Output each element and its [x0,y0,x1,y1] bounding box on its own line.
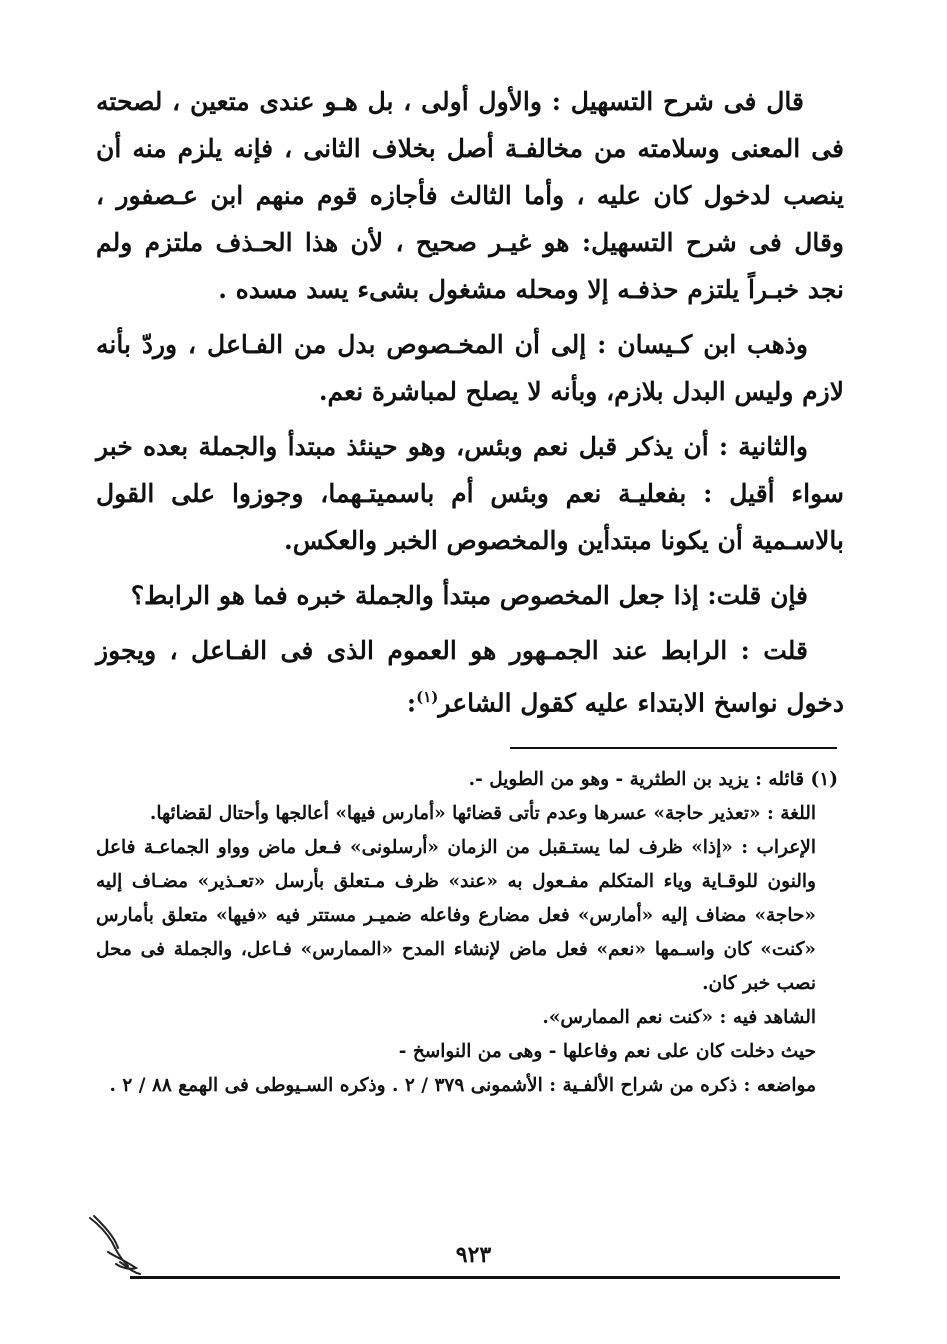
paragraph-ibn-kaysan: وذهب ابن كـيسان : إلى أن المخـصوص بدل من الفـاعل ، وردّ بأنه لازم وليس البدل بلازم، وبأنه لا يصلح لمباشرة نعم. [96,330,844,406]
paragraph-thaniya: والثانية : أن يذكر قبل نعم وبئس، وهو حينئذ مبتدأ والجملة بعده خبر سواء أقيل : بفعليـة نعم وبئس أم باسميتـهما، وجوزوا على القول بالاسـمية أن يكونا مبتدأين والمخصوص الخبر والعكس. [96,432,844,555]
footnote-reference: (١) [416,688,439,706]
paragraph-answer [96,627,844,726]
footnote-shahid: الشاهد فيه : «كنت نعم الممارس». [542,1007,816,1028]
footnote-irab: الإعراب : «إذا» ظرف لما يستـقبل من الزمان «أرسلونى» فـعل ماض وواو الجماعـة فاعل والنون للوقـاية وياء المتكلم مفـعول به «عند» ظرف مـتعلق بأرسل «تعـذير» مضـاف إليه «حاجة» مضاف إليه «أمارس» فعل مضارع وفاعله ضميـر مستتر فيه «فيها» متعلق بأمارس «كنت» كان واسـمها «نعم» فعل ماض لإنشاء المدح «الممارس» فـاعل، والجملة فى محل نصب خبر كان. [96,837,816,994]
paragraph-question: فإن قلت: إذا جعل المخصوص مبتدأ والجملة خبره فما هو الرابط؟ [130,581,808,610]
bottom-rule [130,1276,840,1279]
paragraph-tashil: قال فى شرح التسهيل : والأول أولى ، بل هـو عندى متعين ، لصحته فى المعنى وسلامته من مخالفـة أصل بخلاف الثانى ، فإنه يلزم منه أن ينصب لدخول كان عليه ، وأما الثالث فأجازه قوم منهم ابن عـصفور ، وقال فى شرح التسهيل: هو غيـر صحيح ، لأن هذا الحـذف ملتزم ولم نجد خبـراً يلتزم حذفـه إلا ومحله مشغول بشىء يسد مسده . [96,87,844,304]
footnote-sayer: (١) قائله : يزيد بن الطثرية - وهو من الطويل -. [468,769,838,790]
main-text-body [96,78,844,734]
page-number: ٩٢٣ [455,1242,492,1268]
paragraph-answer-colon: : [406,688,417,718]
footnote-separator [510,747,837,749]
footnote-lugha: اللغة : «تعذير حاجة» عسرها وعدم تأتى قضائها «أمارس فيها» أعالجها وأحتال لقضائها. [149,803,816,824]
paragraph-answer-text: قلت : الرابط عند الجمـهور هو العموم الذى فى الفـاعل ، ويجوز دخول نواسخ الابتداء عليه كقول الشاعر [96,636,844,718]
footnotes-block [96,763,838,1103]
footnote-mawadiuh: مواضعه : ذكره من شراح الألفـية : الأشمونى ٣٧٩ / ٢ . وذكره السـيوطى فى الهمع ٨٨ / ٢ . [109,1075,816,1096]
footnote-haythu: حيث دخلت كان على نعم وفاعلها - وهى من النواسخ - [398,1041,816,1062]
